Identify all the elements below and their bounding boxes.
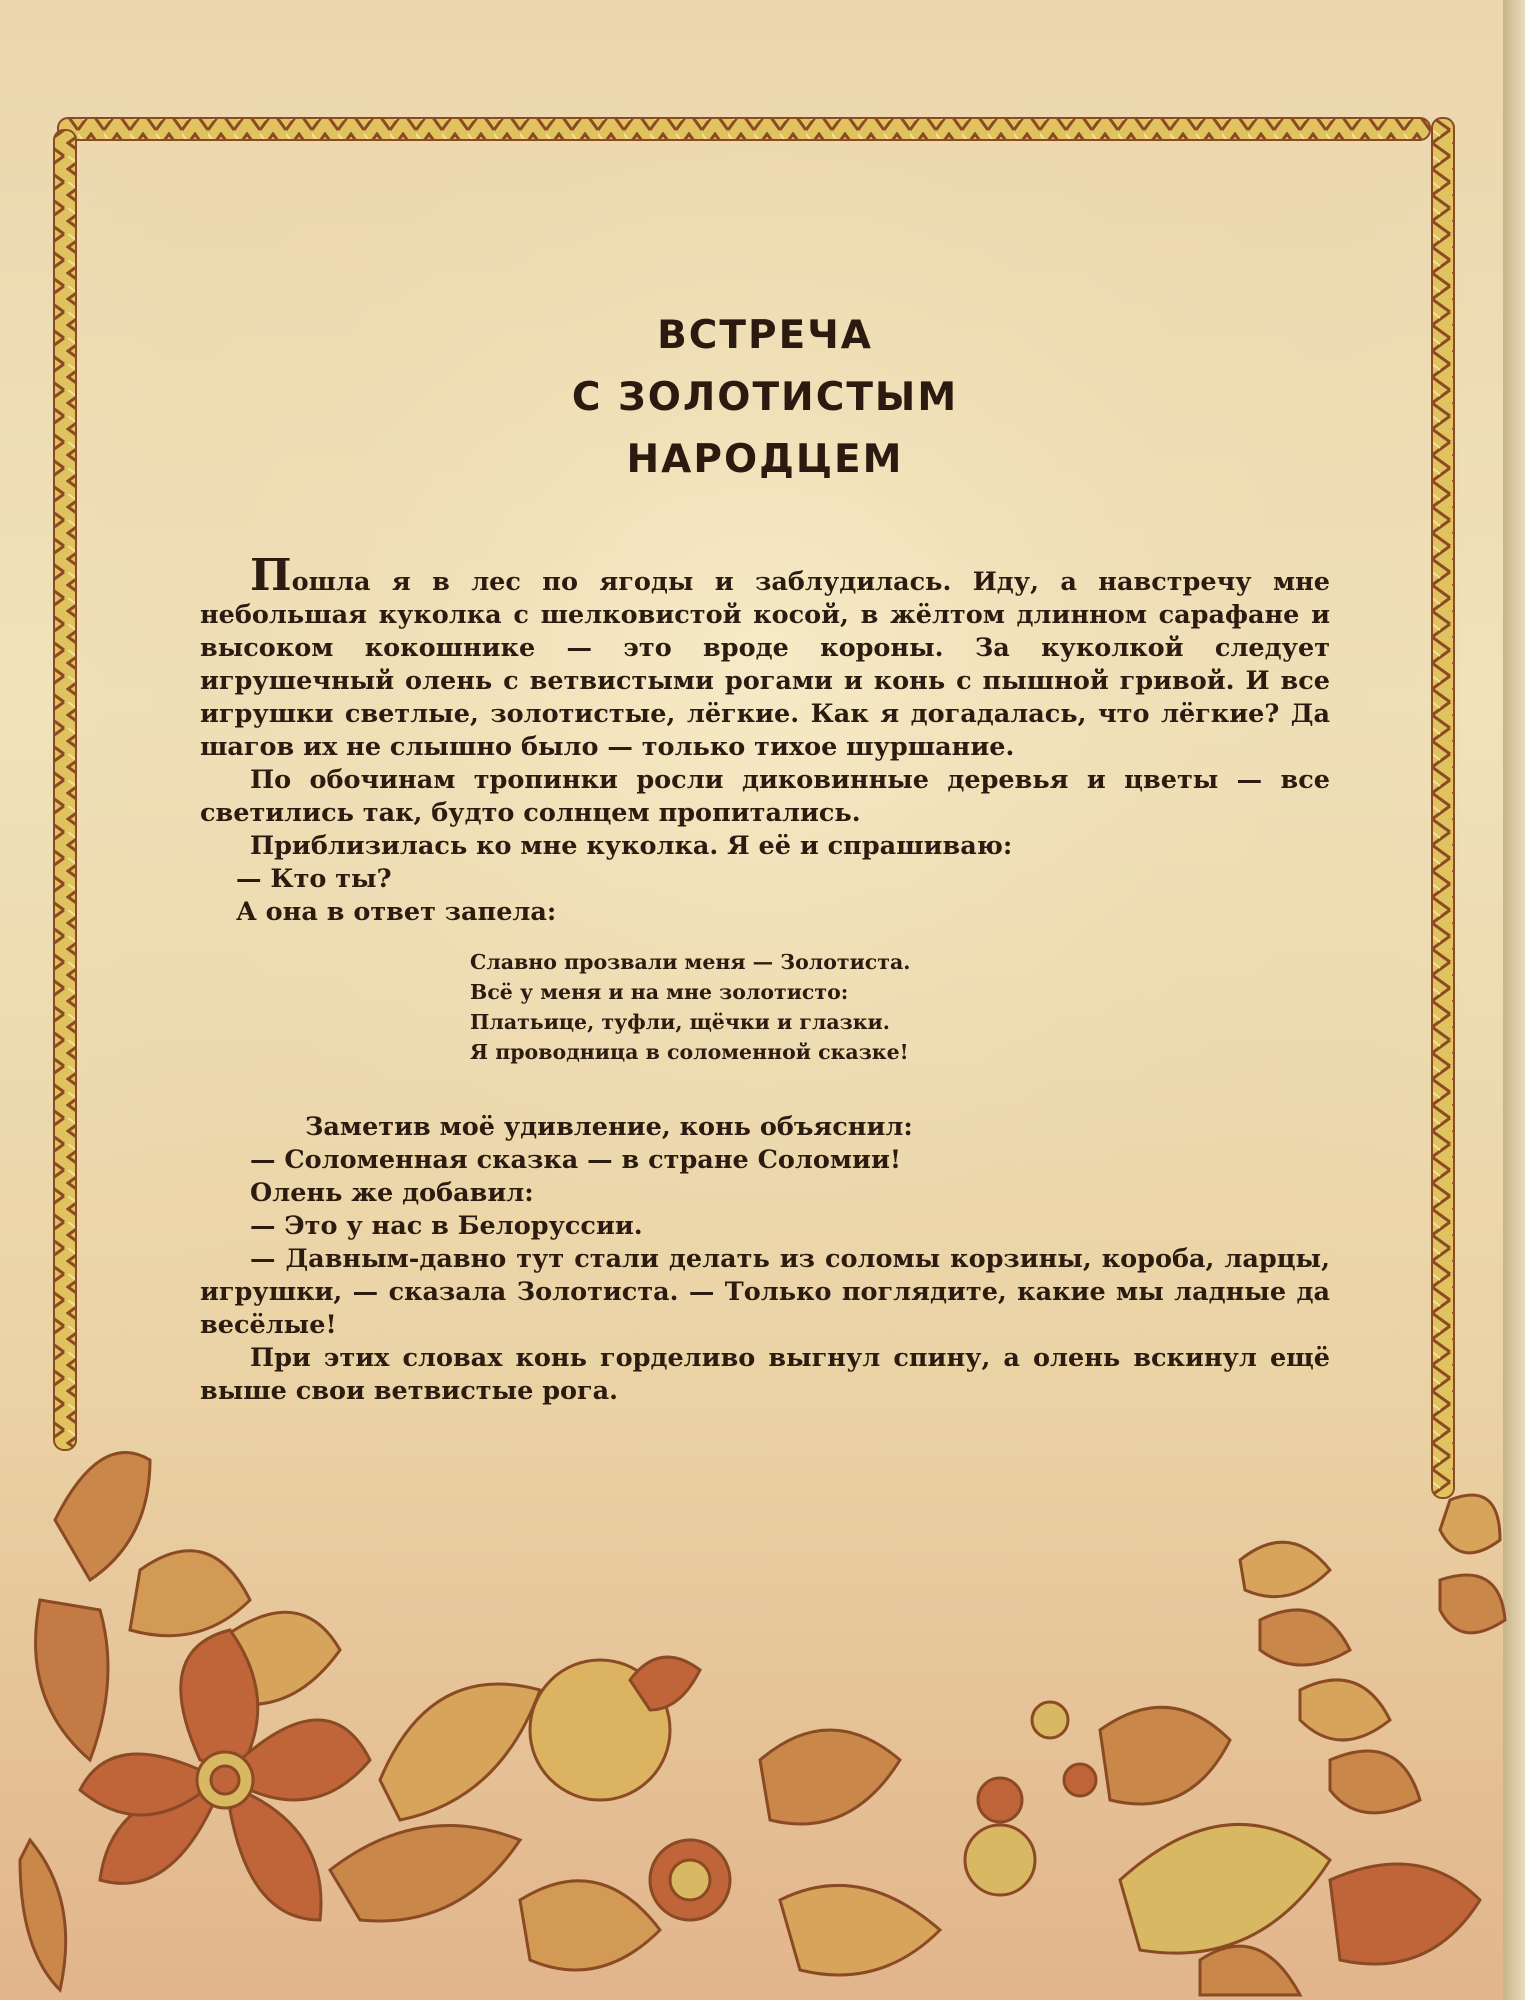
verse-line: Я проводница в соломенной сказке! xyxy=(470,1040,909,1064)
story-paragraph: А она в ответ запела: xyxy=(236,897,557,927)
story-paragraph: Олень же добавил: xyxy=(250,1178,534,1208)
story-paragraph: Заметив моё удивление, конь объяснил: xyxy=(305,1112,913,1142)
floral-ornament-center xyxy=(330,1657,1096,1975)
dialogue-line: — Соломенная сказка — в стране Соломии! xyxy=(250,1145,902,1175)
title-line: НАРОДЦЕМ xyxy=(626,437,904,482)
dialogue-line: — Давным-давно тут стали делать из соломы корзины, короба, ларцы, игрушки, — сказала Золотиста. — Только поглядите, какие мы ладные да весёлые! xyxy=(200,1244,1330,1340)
story-paragraph: При этих словах конь горделиво выгнул спину, а олень вскинул ещё выше свои ветвистые рога. xyxy=(200,1343,1330,1406)
rope-border-top xyxy=(58,118,1430,140)
dialogue-line: — Кто ты? xyxy=(236,864,392,894)
paragraph-text: ошла я в лес по ягоды и заблудилась. Иду, а навстречу мне небольшая куколка с шелковистой косой, в жёлтом длинном сарафане и высоком кокошнике — это вроде короны. За куколкой следует игрушечный олень с ветвистыми рогами и конь с пышной гривой. И все игрушки светлые, золотистые, лёгкие. Как я догадалась, что лёгкие? Да шагов их не слышно было — только тихое шуршание. xyxy=(200,567,1330,762)
page-title xyxy=(200,305,1330,491)
dialogue-line: — Это у нас в Белоруссии. xyxy=(250,1211,643,1241)
story-text-block xyxy=(200,305,1330,1408)
verse-line: Славно прозвали меня — Золотиста. xyxy=(470,950,911,974)
floral-ornament-right xyxy=(1100,1495,1505,1995)
verse-line: Платьице, туфли, щёчки и глазки. xyxy=(470,1010,890,1034)
song-verse xyxy=(470,947,1330,1067)
title-line: ВСТРЕЧА xyxy=(657,313,873,358)
title-line: С ЗОЛОТИСТЫМ xyxy=(571,375,959,420)
story-paragraph: Приблизилась ко мне куколка. Я её и спрашиваю: xyxy=(250,831,1013,861)
verse-line: Всё у меня и на мне золотисто: xyxy=(470,980,849,1004)
rope-border-left xyxy=(54,130,76,1450)
drop-cap: П xyxy=(250,550,292,601)
story-paragraph xyxy=(200,550,1330,764)
floral-ornament-left xyxy=(20,1453,370,1991)
story-body xyxy=(200,550,1330,1408)
story-paragraph: По обочинам тропинки росли диковинные деревья и цветы — все светились так, будто солнцем пропитались. xyxy=(200,765,1330,828)
rope-border-right xyxy=(1432,118,1454,1498)
